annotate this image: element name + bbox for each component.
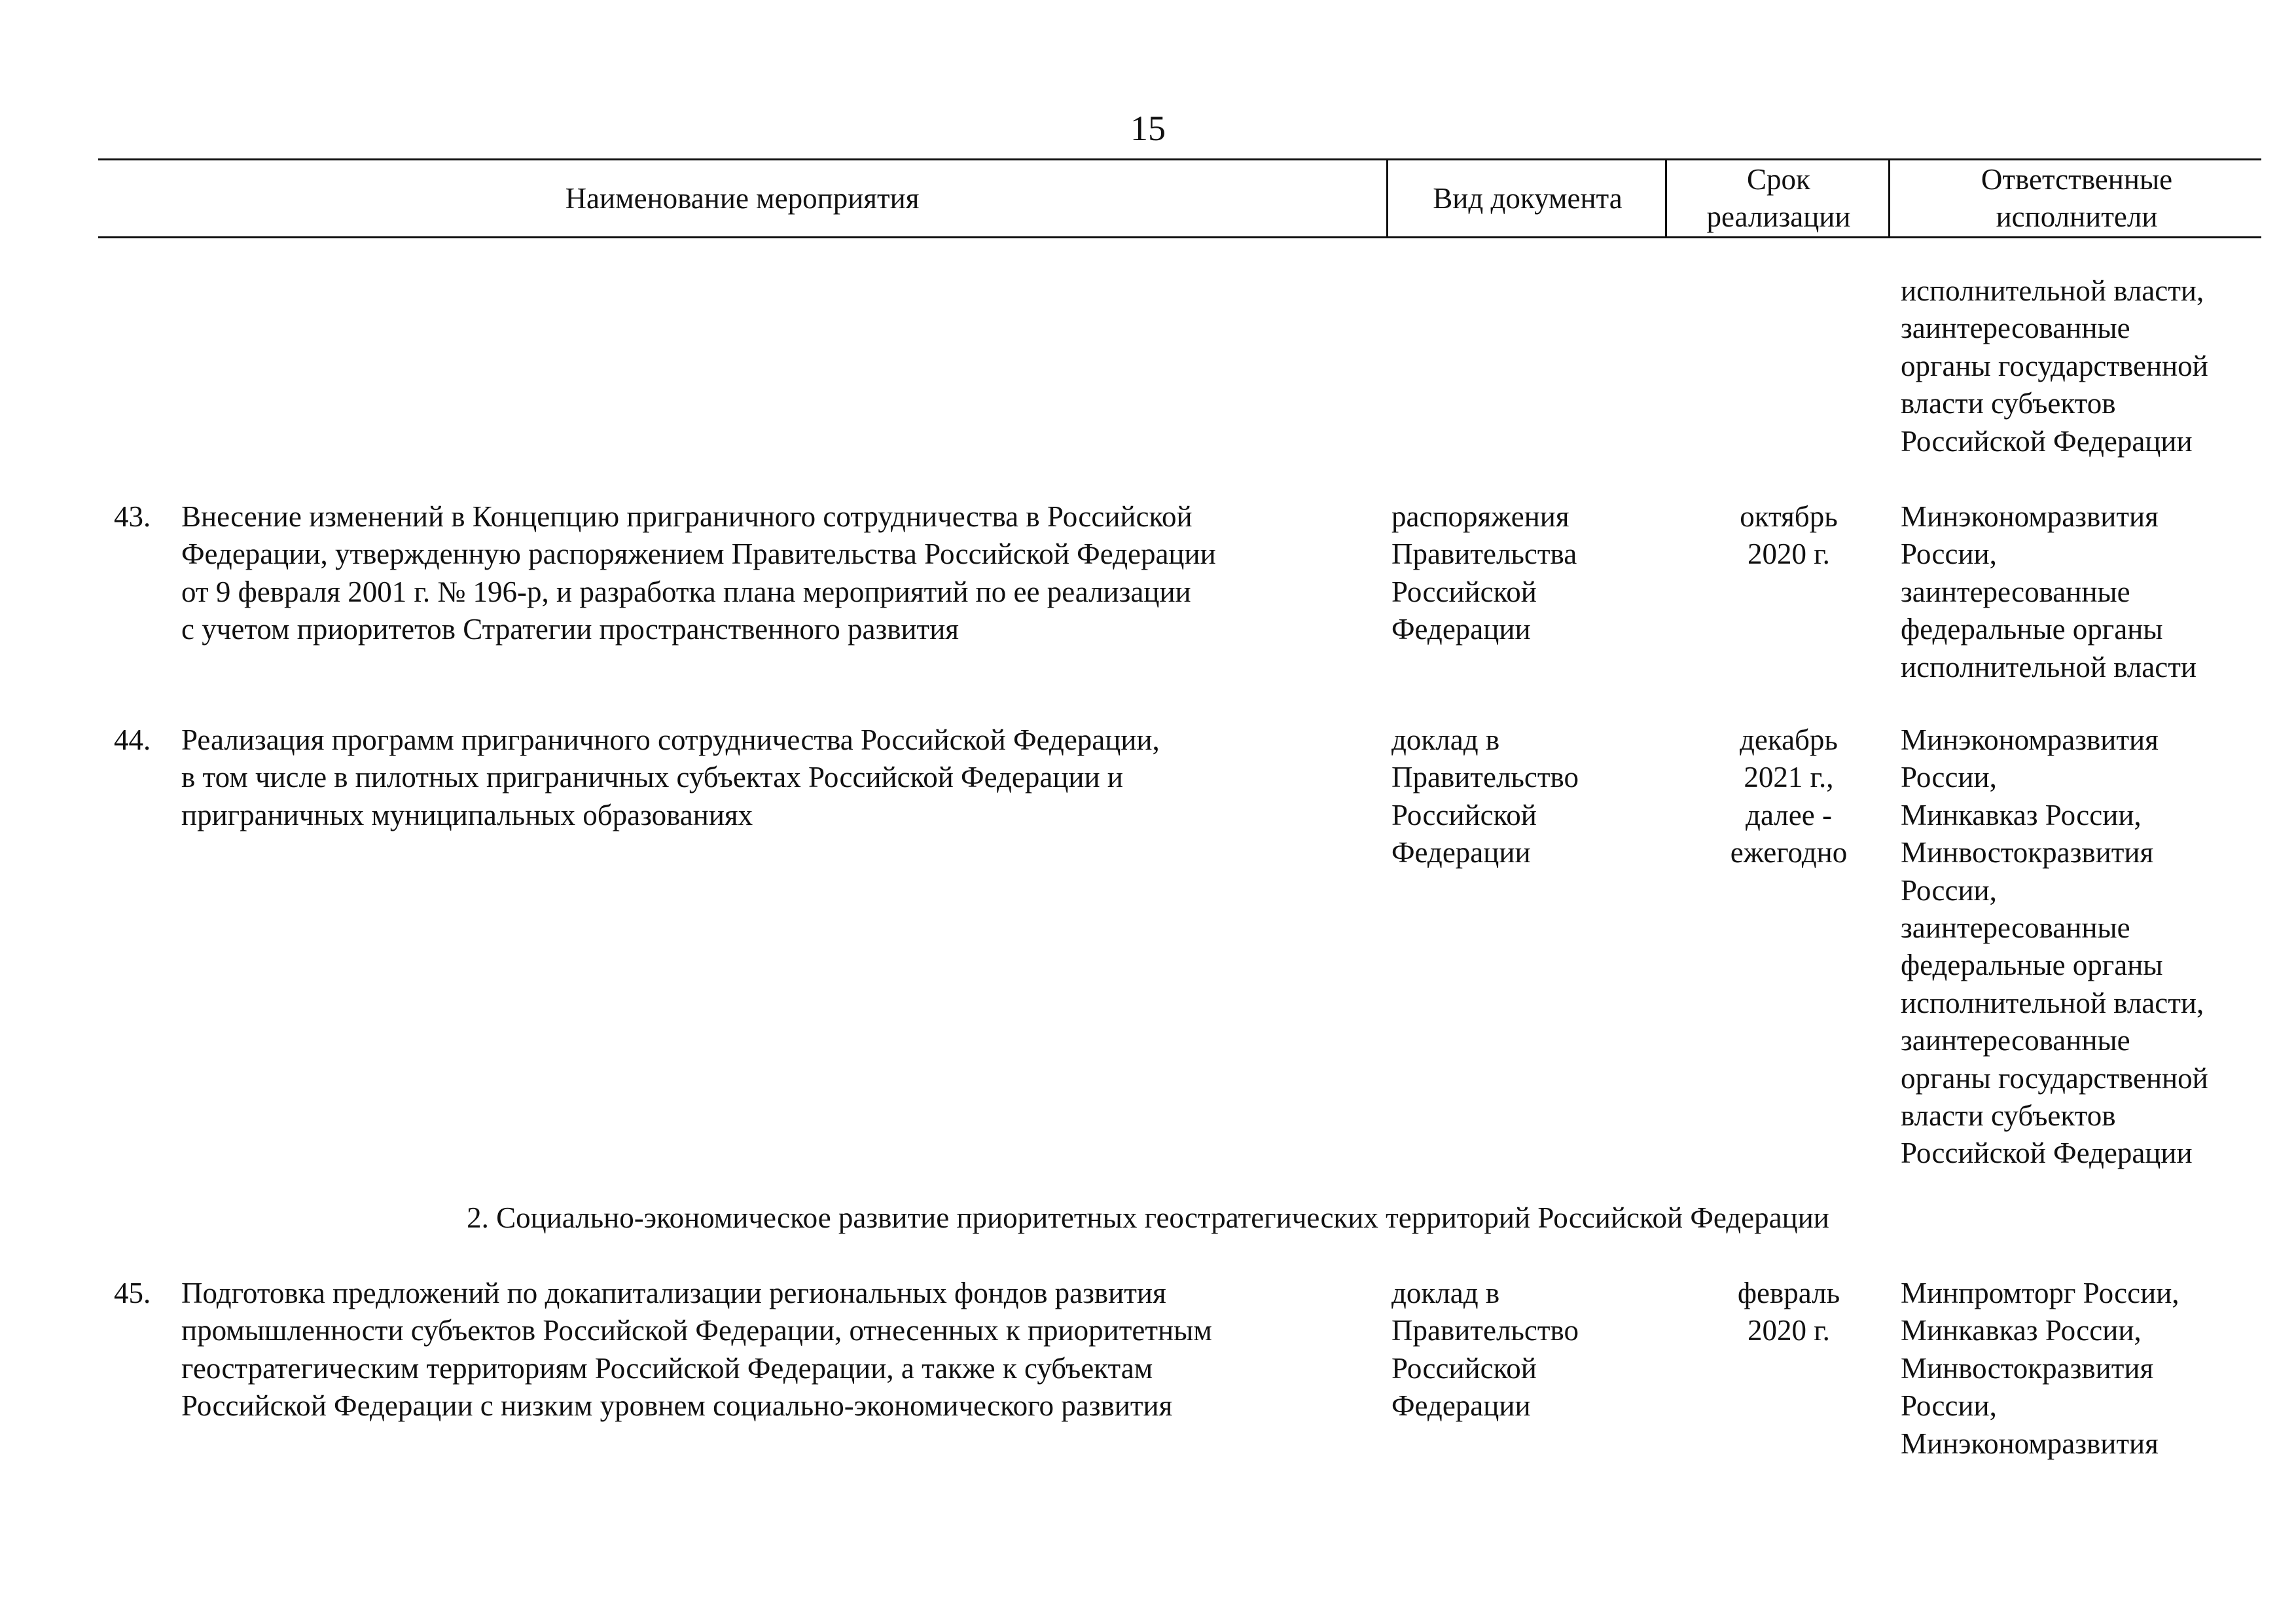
carryover-responsible: исполнительной власти, заинтересованные органы государственной власти субъектов Российской Федерации — [1901, 274, 2208, 458]
header-deadline: Срок реализации — [1665, 160, 1890, 236]
header-document-type: Вид документа — [1386, 160, 1667, 236]
row-document-type: доклад в Правительство Российской Федерации — [1391, 1277, 1579, 1423]
row-document-type: распоряжения Правительства Российской Федерации — [1391, 500, 1577, 646]
row-event-name: Внесение изменений в Концепцию приграничного сотрудничества в Российской Федерации, утвержденную распоряжением Правительства Российской Федерации от 9 февраля 2001 г. № 196-р, и разработка плана мероприятий по ее реализации с учетом приоритетов Стратегии пространственного развития — [181, 500, 1216, 646]
header-responsible: Ответственные исполнители — [1888, 160, 2263, 236]
section-title: 2. Социально-экономическое развитие приоритетных геостратегических территорий Российской Федерации — [467, 1201, 1829, 1234]
row-number: 45. — [114, 1277, 151, 1309]
row-responsible: Минэкономразвития России, Минкавказ России, Минвостокразвития России, заинтересованные федеральные органы исполнительной власти, заинтересованные органы государственной власти субъектов Российской Федерации — [1901, 723, 2208, 1170]
row-document-type: доклад в Правительство Российской Федерации — [1391, 723, 1579, 869]
row-deadline: декабрь 2021 г., далее - ежегодно — [1730, 723, 1848, 869]
row-event-name: Подготовка предложений по докапитализации региональных фондов развития промышленности субъектов Российской Федерации, отнесенных к приоритетным геостратегическим территориям Российской Федерации, а также к субъектам Российской Федерации с низким уровнем социально-экономического развития — [181, 1277, 1212, 1423]
row-number: 43. — [114, 500, 151, 533]
row-deadline: февраль 2020 г. — [1737, 1277, 1840, 1347]
row-number: 44. — [114, 723, 151, 756]
row-responsible: Минпромторг России, Минкавказ России, Минвостокразвития России, Минэкономразвития — [1901, 1277, 2179, 1460]
header-event-name: Наименование мероприятия — [565, 181, 920, 215]
row-responsible: Минэкономразвития России, заинтересованные федеральные органы исполнительной власти — [1901, 500, 2197, 684]
row-event-name: Реализация программ приграничного сотрудничества Российской Федерации, в том числе в пилотных приграничных субъектах Российской Федерации и приграничных муниципальных образованиях — [181, 723, 1160, 831]
page-number: 15 — [1130, 109, 1166, 148]
table-header — [98, 158, 2261, 238]
row-deadline: октябрь 2020 г. — [1740, 500, 1838, 571]
